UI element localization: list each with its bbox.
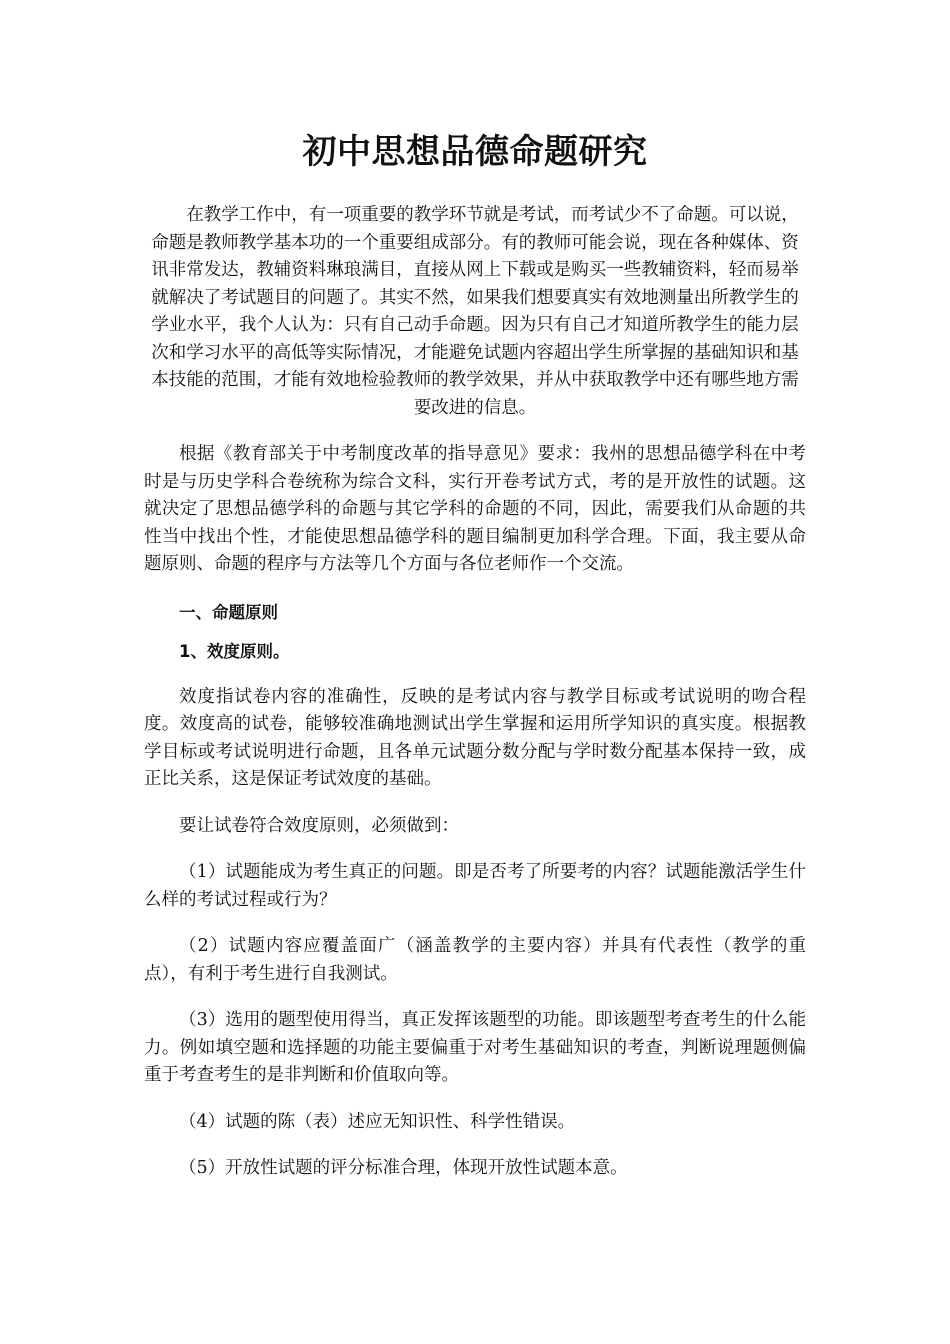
intro-paragraph: 在教学工作中，有一项重要的教学环节就是考试，而考试少不了命题。可以说，命题是教师教学基本功的一个重要组成部分。有的教师可能会说，现在各种媒体、资讯非常发达，教辅资料琳琅满目，直接从网上下载或是购买一些教辅资料，轻而易举就解决了考试题目的问题了。其实不然，如果我们想要真实有效地测量出所教学生的学业水平，我个人认为：只有自己动手命题。因为只有自己才知道所教学生的能力层次和学习水平的高低等实际情况，才能避免试题内容超出学生所掌握的基础知识和基本技能的范围，才能有效地检验教师的教学效果，并从中获取教学中还有哪些地方需要改进的信息。	[151, 205, 799, 418]
requirement-item-1: （1）试题能成为考生真正的问题。即是否考了所要考的内容？试题能激活学生什么样的考试过程或行为？	[144, 862, 806, 910]
requirement-item-3: （3）选用的题型使用得当，真正发挥该题型的功能。即该题型考查考生的什么能力。例如填空题和选择题的功能主要偏重于对考生基础知识的考查，判断说理题侧偏重于考查考生的是非判断和价值取向等。	[144, 1010, 806, 1085]
document-title: 初中思想品德命题研究	[302, 132, 648, 172]
requirement-item-2: （2）试题内容应覆盖面广（涵盖教学的主要内容）并具有代表性（教学的重点），有利于考生进行自我测试。	[144, 936, 806, 984]
background-paragraph: 根据《教育部关于中考制度改革的指导意见》要求：我州的思想品德学科在中考时是与历史学科合卷统称为综合文科，实行开卷考试方式，考的是开放性的试题。这就决定了思想品德学科的命题与其它学科的命题的不同，因此，需要我们从命题的共性当中找出个性，才能使思想品德学科的题目编制更加科学合理。下面，我主要从命题原则、命题的程序与方法等几个方面与各位老师作一个交流。	[144, 444, 806, 574]
requirement-item-5: （5）开放性试题的评分标准合理，体现开放性试题本意。	[179, 1158, 628, 1178]
requirement-item-4: （4）试题的陈（表）述应无知识性、科学性错误。	[179, 1111, 576, 1132]
section-heading-principles: 一、命题原则	[179, 602, 278, 622]
requirements-intro: 要让试卷符合效度原则，必须做到：	[179, 815, 459, 836]
validity-paragraph: 效度指试卷内容的准确性，反映的是考试内容与教学目标或考试说明的吻合程度。效度高的试卷，能够较准确地测试出学生掌握和运用所学知识的真实度。根据教学目标或考试说明进行命题，且各单元试题分数分配与学时数分配基本保持一致，成正比关系，这是保证考试效度的基础。	[144, 686, 806, 789]
subsection-heading-validity: 1、效度原则。	[179, 641, 290, 661]
document-body	[144, 126, 806, 1183]
